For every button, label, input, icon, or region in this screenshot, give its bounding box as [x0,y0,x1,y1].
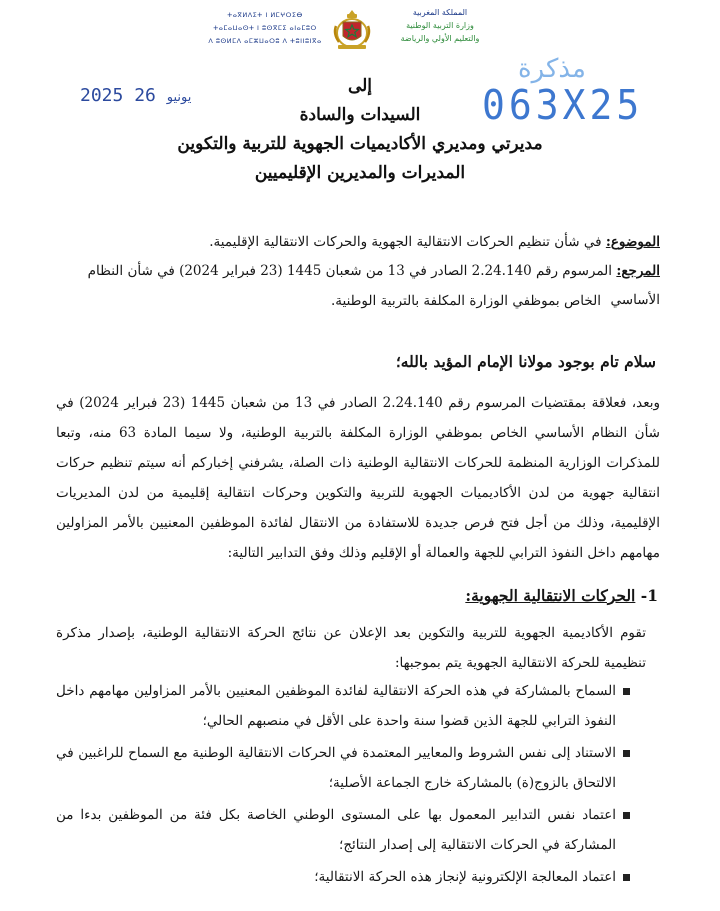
addressee-to: إلى [347,76,373,96]
addressee-line-1: السيدات والسادة [299,105,421,125]
reference-text-continued: الخاص بموظفي الوزارة المكلفة بالتربية الوطنية. [330,293,601,309]
list-item-text: السماح بالمشاركة في هذه الحركة الانتقالية لفائدة الموظفين المعنيين بالأمر المزاولين مهامهم داخل النفوذ الترابي للجهة الذين قضوا سنة واحدة على الأقل في منصبهم الحالي؛ [56,683,616,729]
section-1-intro: تقوم الأكاديمية الجهوية للتربية والتكوين بعد الإعلان عن نتائج الحركة الانتقالية الوطنية، بإصدار مذكرة تنظيمية للحركة الانتقالية الجهوية يتم بموجبها: [56,625,646,671]
header-kingdom-name: المملكة المغربية [412,8,468,17]
header-tifinagh-line-3: ⴷ ⵓⵙⵍⵎⴷ ⴰⵎⵣⵡⴰⵔⵓ ⴷ ⵜⵓⵏⵏⵓⵏⴳⴰ [208,37,322,45]
date-stamp-month: يونيو [166,90,192,105]
section-1-number: 1- [640,586,658,605]
list-item-text: اعتماد المعالجة الإلكترونية لإنجاز هذه الحركة الانتقالية؛ [314,869,616,885]
addressee-line-2: مديرتي ومديري الأكاديميات الجهوية للتربية والتكوين [177,134,543,154]
header-ministry-name-cont: والتعليم الأولي والرياضة [400,34,480,43]
list-item [56,862,660,892]
salutation: سلام تام بوجود مولانا الإمام المؤيد بالله؛ [395,352,656,371]
list-item [56,676,660,736]
subject-line [56,228,660,257]
addressee-line-3: المديرات والمديرين الإقليميين [254,163,466,183]
list-item-text: اعتماد نفس التدابير المعمول بها على المستوى الوطني الخاصة بكل فئة من الموظفين بدءا من المشاركة في الحركات الانتقالية إلى إصدار النتائج؛ [56,807,616,853]
bullet-square-icon [623,750,630,757]
bullet-square-icon [623,812,630,819]
addressee-block [150,72,570,188]
section-1-bullet-list [56,676,660,894]
date-stamp-year: 2025 [80,85,124,106]
list-item-text: الاستناد إلى نفس الشروط والمعايير المعتمدة في الحركات الانتقالية الوطنية مع السماح للراغبين في الالتحاق بالزوج(ة) بالمشاركة خارج الجماعة الأصلية؛ [56,745,616,791]
memo-label-stamp: مذكرة [518,54,586,84]
memo-number-stamp: 063X25 [482,81,644,129]
header-ministry-name: وزارة التربية الوطنية [406,21,474,30]
reference-text: المرسوم رقم 2.24.140 الصادر في 13 من شعبان 1445 (23 فبراير 2024) في شأن النظام الأساسي [87,263,660,308]
list-item [56,800,660,860]
list-item [56,738,660,798]
subject-label: الموضوع: [605,234,660,250]
header-tifinagh-line-2: ⵜⴰⵎⴰⵡⴰⵙⵜ ⵏ ⵓⵙⴳⵎⵉ ⴰⵏⴰⵎⵓⵔ [213,24,317,32]
reference-label: المرجع: [616,263,660,279]
section-1-heading [56,582,658,610]
header-tifinagh-line-1: ⵜⴰⴳⵍⴷⵉⵜ ⵏ ⵍⵎⵖⵔⵉⴱ [227,11,303,19]
section-1-title: الحركات الانتقالية الجهوية: [465,586,636,605]
date-stamp-day: 26 [134,85,156,106]
bullet-square-icon [623,688,630,695]
body-paragraph: وبعد، فعلاقة بمقتضيات المرسوم رقم 2.24.140 الصادر في 13 من شعبان 1445 (23 فبراير 2024) في شأن النظام الأساسي الخاص بموظفي الوزارة المكلفة بالتربية الوطنية، ولا سيما المادة 63 منه، وتبعا للمذكرات الوزارية المنظمة للحركات الانتقالية الوطنية ذات الصلة، يشرفني إخباركم أنه سيتم تنظيم حركات انتقالية جهوية من لدن الأكاديميات الجهوية للتربية والتكوين وحركات انتقالية إقليمية من لدن المديريات الإقليمية، وذلك من أجل فتح فرص جديدة للاستفادة من الانتقال لفائدة الموظفين المعنيين بالأمر المزاولين مهامهم داخل النفوذ الترابي للجهة والعمالة أو الإقليم وذلك وفق التدابير التالية: [56,395,661,561]
bullet-square-icon [623,874,630,881]
subject-text: في شأن تنظيم الحركات الانتقالية الجهوية والحركات الانتقالية الإقليمية. [209,234,602,250]
header-arabic-block [378,6,502,45]
moroccan-coat-of-arms-icon [330,8,374,52]
header-tifinagh-block [206,9,324,48]
